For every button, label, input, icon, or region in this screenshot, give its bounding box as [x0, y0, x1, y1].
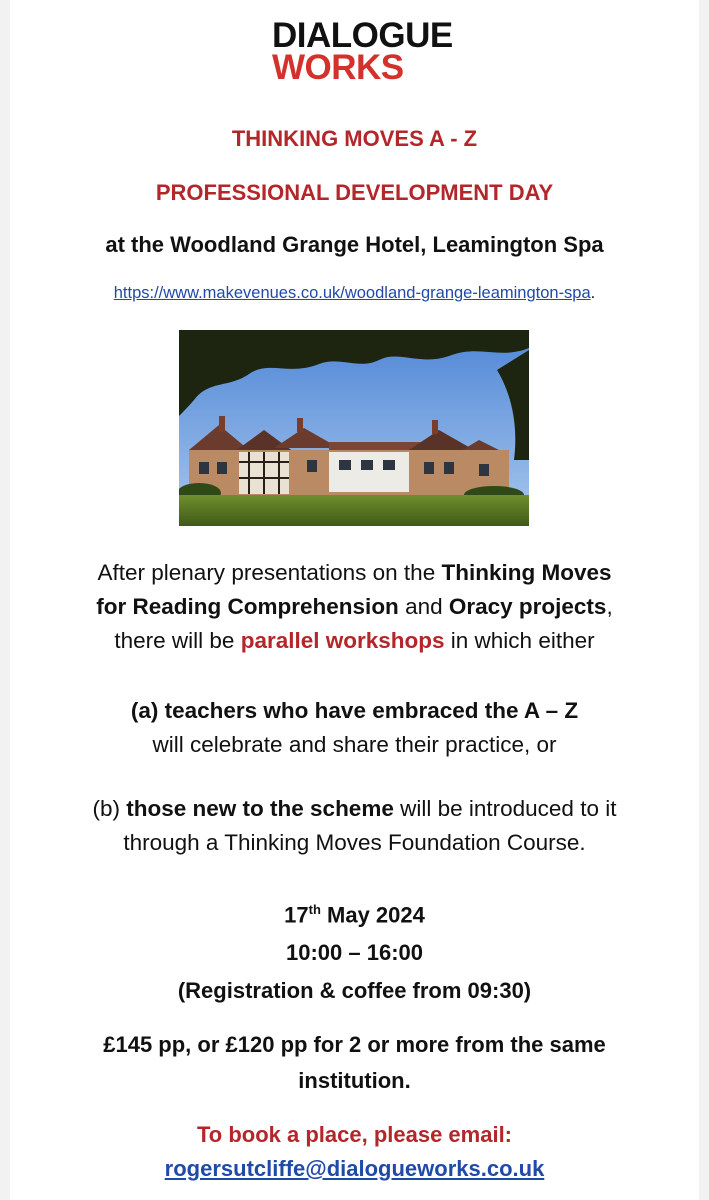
date-month-year: May 2024 [320, 902, 425, 928]
intro-text-1: After plenary presentations on the [97, 560, 442, 585]
option-a-line-2: will celebrate and share their practice, or [152, 732, 557, 757]
dialogue-works-logo [272, 18, 453, 85]
option-b-line-1 [10, 792, 699, 826]
intro-bold-reading-comprehension: for Reading Comprehension [96, 594, 399, 619]
intro-bold-parallel-workshops: parallel workshops [240, 628, 445, 653]
hotel-photo-image [179, 330, 529, 526]
hotel-photo [179, 330, 529, 526]
price-line-1: £145 pp, or £120 pp for 2 or more from the same [103, 1032, 606, 1057]
intro-line-2 [10, 590, 699, 624]
booking-email-link[interactable]: rogersutcliffe@dialogueworks.co.uk [164, 1156, 545, 1181]
flyer-page [10, 0, 699, 1200]
option-b-rest: will be introduced to it [393, 796, 617, 821]
venue-link[interactable]: https://www.makevenues.co.uk/woodland-grange-leamington-spa [113, 284, 591, 302]
option-b-line-2: through a Thinking Moves Foundation Course. [123, 830, 586, 855]
venue-line: at the Woodland Grange Hotel, Leamington Spa [105, 232, 604, 257]
logo-line-works: WORKS [272, 48, 404, 87]
booking-email-line [10, 1156, 699, 1182]
venue-url-period: . [590, 284, 596, 302]
option-b-prefix: (b) [92, 796, 127, 821]
option-a-line-1: (a) teachers who have embraced the A – Z [130, 698, 579, 723]
booking-instruction: To book a place, please email: [196, 1122, 513, 1147]
venue-url-line [10, 284, 699, 303]
price-line-2: institution. [298, 1068, 411, 1093]
title-professional-development: PROFESSIONAL DEVELOPMENT DAY [155, 180, 554, 205]
option-b-bold: those new to the scheme [126, 796, 394, 821]
intro-comma: , [606, 594, 613, 619]
logo-line-dialogue: DIALOGUE [272, 16, 453, 55]
date-suffix: th [308, 902, 321, 917]
intro-bold-thinking-moves: Thinking Moves [441, 560, 612, 585]
intro-text-there: there will be [114, 628, 241, 653]
event-date [10, 902, 699, 928]
title-thinking-moves: THINKING MOVES A - Z [231, 126, 478, 151]
date-day: 17 [284, 902, 309, 928]
intro-bold-oracy: Oracy projects [448, 594, 607, 619]
intro-text-and: and [398, 594, 449, 619]
event-time: 10:00 – 16:00 [286, 940, 423, 965]
intro-line-3 [10, 624, 699, 658]
registration-note: (Registration & coffee from 09:30) [177, 978, 532, 1003]
intro-text-either: in which either [444, 628, 595, 653]
intro-line-1 [10, 556, 699, 590]
